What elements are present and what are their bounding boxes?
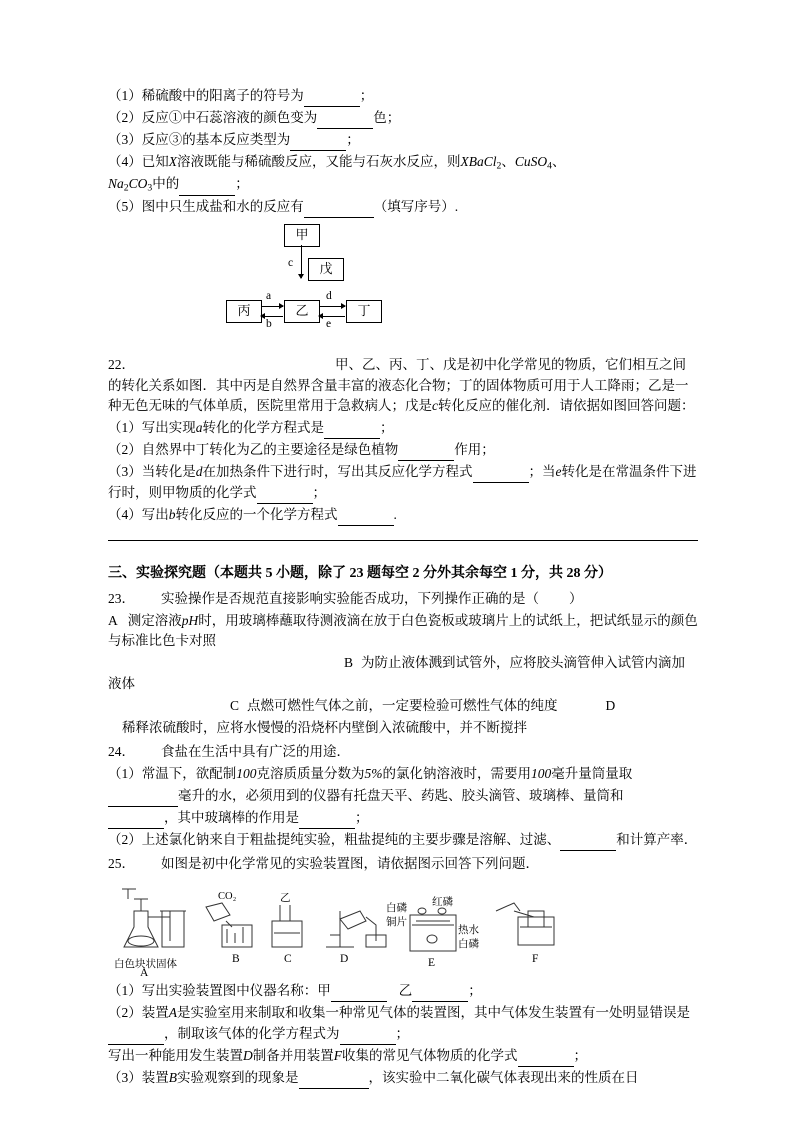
- variable-b: b: [168, 507, 176, 523]
- question-21-item-3: [108, 130, 698, 151]
- q22-4-end: .: [393, 507, 397, 523]
- q25-3-mid: 实验观察到的现象是: [177, 1070, 299, 1086]
- q25-2b-pre: 写出一种能用发生装置: [108, 1048, 243, 1064]
- q23-d-text: 稀释浓硫酸时，应将水慢慢的沿烧杯内壁倒入浓硫酸中，并不断搅拌: [122, 720, 527, 736]
- question-22-item-4: [108, 505, 698, 526]
- option-label-d: D: [605, 698, 616, 714]
- q25-2-end: ；: [395, 1026, 409, 1042]
- question-22-item-1: [108, 418, 698, 439]
- variable-d: d: [195, 464, 203, 480]
- q21-4-prefix: （4）已知: [108, 153, 169, 169]
- q25-2-mid: 是实验室用来制取和收集一种常见气体的装置图，其中气体发生装置有一处明显错误是: [177, 1004, 690, 1020]
- answer-blank[interactable]: [473, 469, 529, 483]
- diagram-box-ding: 丁: [346, 300, 382, 323]
- q23-a-text: 时，用玻璃棒蘸取待测液滴在放于白色瓷板或玻璃片上的试纸上，把试纸显示的颜色与标准比色卡对照: [108, 612, 698, 649]
- apparatus-letter-d: D: [340, 952, 349, 965]
- q24-1-m2: 的氯化钠溶液时，需要用: [382, 766, 531, 782]
- device-letter-d: D: [243, 1048, 253, 1064]
- q22-1-pre: （1）写出实现: [108, 420, 196, 436]
- arrow-bing-to-yi: [261, 306, 283, 307]
- arrow-ding-to-yi: [319, 316, 345, 317]
- q23-stem-end: ）: [569, 590, 583, 606]
- q21-1-suffix: ；: [359, 88, 374, 103]
- device-letter-b: B: [168, 1070, 177, 1086]
- question-21-item-4: （4）已知X溶液既能与稀硫酸反应，又能与石灰水反应，则XBaCl$_2$、CuSO$_4$、: [108, 153, 566, 172]
- diagram-box-bing: 丙: [226, 300, 262, 323]
- arrow-yi-to-ding: [319, 306, 345, 307]
- q25-2-pre: （2）装置: [108, 1004, 169, 1020]
- question-24-item-1: [108, 764, 698, 785]
- option-label-c: C: [230, 698, 240, 714]
- q23-c-text: 点燃可燃性气体之前，一定要检验可燃性气体的纯度: [247, 698, 558, 714]
- q25-2b-end: ；: [573, 1048, 587, 1064]
- q21-5-text: （5）图中只生成盐和水的反应有: [108, 198, 304, 214]
- answer-blank[interactable]: [108, 1032, 164, 1046]
- q23-stem-text: 实验操作是否规范直接影响实验能否成功，下列操作正确的是（: [161, 590, 539, 606]
- q25-2b-mid: 制备并用装置: [252, 1048, 334, 1064]
- q22-3-mid2: ；当: [528, 464, 556, 480]
- answer-blank[interactable]: [412, 988, 468, 1002]
- q25-3-pre: （3）装置: [108, 1070, 169, 1086]
- question-21-item-5: [108, 197, 698, 218]
- q22-3-pre: （3）当转化是: [108, 464, 196, 480]
- question-24-item-2: [108, 830, 698, 851]
- diagram-label-d: d: [326, 289, 332, 302]
- device-letter-a: A: [168, 1004, 177, 1020]
- document-content: [108, 86, 698, 1090]
- label-hot-water: 热水: [458, 924, 479, 936]
- arrow-yi-to-bing: [261, 316, 283, 317]
- conversion-flow-diagram: [188, 224, 488, 352]
- answer-blank[interactable]: [340, 1032, 396, 1046]
- answer-blank[interactable]: [324, 425, 380, 439]
- q25-2b-mid2: 收集的常见气体物质的化学式: [342, 1048, 518, 1064]
- diagram-label-a: a: [266, 289, 272, 302]
- q23-b-text: 为防止液体溅到试管外，应将胶头滴管伸入试管内滴加液体: [108, 655, 686, 692]
- formula-cuso4: CuSO$_4$: [514, 153, 552, 172]
- answer-blank[interactable]: [179, 182, 235, 196]
- q24-1-end: ；: [355, 809, 369, 825]
- value-100ml: 100: [531, 766, 552, 782]
- device-letter-f: F: [333, 1048, 342, 1064]
- question-23-option-b[interactable]: [108, 653, 698, 695]
- question-25-item-2: [108, 1003, 698, 1024]
- answer-blank[interactable]: [331, 988, 387, 1002]
- formula-bacl2: BaCl$_2$: [468, 153, 502, 172]
- q25-stem-text: 如图是初中化学常见的实验装置图，请依据图示回答下列问题．: [161, 855, 539, 871]
- diagram-box-wu: 戊: [308, 258, 344, 281]
- q25-1-pre: （1）写出实验装置图中仪器名称：甲: [108, 982, 331, 998]
- apparatus-letter-b: B: [232, 952, 240, 965]
- q21-4-mid: 溶液既能与稀硫酸反应，又能与石灰水反应，则: [177, 153, 461, 169]
- q25-2-mid2: ，制取该气体的化学方程式为: [164, 1026, 340, 1042]
- diagram-label-b: b: [266, 317, 272, 330]
- label-copper-plate: 铜片: [386, 916, 407, 928]
- label-yi: 乙: [280, 892, 291, 904]
- q21-2-text: （2）反应①中石蕊溶液的颜色变为: [108, 109, 318, 125]
- q24-1-m1: 克溶质质量分数为: [256, 766, 365, 782]
- q24-1-m3: 毫升量筒量取: [551, 766, 633, 782]
- q24-stem-text: 食盐在生活中具有广泛的用途．: [161, 744, 350, 760]
- formula-na2co3: $Na_2CO_3$: [108, 176, 153, 194]
- q25-number: 25．: [108, 855, 135, 871]
- q22-1-mid: 转化的化学方程式是: [202, 420, 324, 436]
- answer-blank[interactable]: [290, 137, 346, 151]
- q24-2-text: （2）上述氯化钠来自于粗盐提纯实验，粗盐提纯的主要步骤是溶解、过滤、: [108, 831, 561, 847]
- question-22-item-3: [108, 462, 698, 504]
- question-25-item-3: [108, 1068, 698, 1089]
- q24-1-m5: ，其中玻璃棒的作用是: [164, 809, 299, 825]
- question-23-option-c[interactable]: [108, 696, 698, 717]
- apparatus-letter-a: A: [140, 966, 149, 979]
- label-white-solid: 白色块状固体: [114, 958, 177, 970]
- variable-x: X: [460, 153, 469, 169]
- question-21-item-4-cont: [108, 174, 698, 195]
- question-21-item-1: [108, 86, 698, 107]
- question-23-option-a[interactable]: [108, 611, 698, 653]
- q22-3-mid: 在加热条件下进行时，写出其反应化学方程式: [202, 464, 473, 480]
- apparatus-letter-e: E: [428, 956, 436, 969]
- q21-4-semicolon: ；: [235, 176, 249, 192]
- q22-2-end: 作用；: [454, 442, 495, 458]
- q22-number: 22．: [108, 356, 135, 372]
- variable-x: X: [168, 153, 177, 169]
- q25-1-end: ；: [468, 982, 482, 998]
- q22-3-mid3: 转化是在常温条件下进行时，则甲物质的化学式: [108, 464, 697, 501]
- question-25-item-2b: [108, 1046, 698, 1067]
- apparatus-svg: [114, 881, 584, 973]
- value-5pct: 5%: [364, 766, 383, 782]
- label-co2: CO₂: [218, 890, 237, 902]
- label-white-phosphorus-2: 白磷: [458, 938, 479, 950]
- answer-blank[interactable]: [560, 837, 616, 851]
- question-21-item-2: [108, 108, 698, 129]
- label-white-phosphorus: 白磷: [386, 902, 407, 914]
- question-24-item-1-cont: [108, 786, 698, 807]
- q23-number: 23．: [108, 590, 135, 606]
- question-23-stem: [108, 589, 698, 610]
- question-23-option-d[interactable]: [108, 718, 698, 739]
- variable-e: e: [555, 464, 562, 480]
- q25-3-mid2: ，该实验中二氧化碳气体表现出来的性质在日: [368, 1070, 639, 1086]
- answer-blank[interactable]: [338, 512, 394, 526]
- q22-1-end: ；: [380, 420, 394, 436]
- q21-3-text: （3）反应③的基本反应类型为: [108, 131, 291, 147]
- option-label-a: A: [108, 612, 118, 628]
- q23-a-pre: 测定溶液: [127, 612, 182, 628]
- q24-number: 24．: [108, 744, 135, 760]
- q21-5-suffix: （填写序号）.: [373, 198, 459, 214]
- q22-4-pre: （4）写出: [108, 507, 169, 523]
- q24-2-end: 和计算产率．: [616, 831, 698, 847]
- arrow-jia-to-yi: [301, 245, 302, 278]
- question-24-item-1-cont2: [108, 808, 698, 829]
- section-3-heading: 三、实验探究题（本题共 5 小题，除了 23 题每空 2 分外其余每空 1 分，共 28 分）: [108, 565, 612, 581]
- question-22-item-2: [108, 440, 698, 461]
- q21-2-suffix: 色；: [373, 109, 401, 125]
- diagram-label-c: c: [288, 256, 294, 269]
- answer-blank[interactable]: [299, 815, 355, 829]
- q22-4-mid: 转化反应的一个化学方程式: [175, 507, 338, 523]
- variable-a: a: [195, 420, 203, 436]
- answer-blank[interactable]: [518, 1054, 574, 1068]
- q25-1-mid: 乙: [398, 982, 413, 998]
- q22-2-text: （2）自然界中丁转化为乙的主要途径是绿色植物: [108, 442, 399, 458]
- q22-3-end: ；: [312, 485, 326, 501]
- question-24-stem: [108, 742, 698, 763]
- answer-blank[interactable]: [108, 815, 164, 829]
- q21-1-text: （1）稀硫酸中的阳离子的符号为: [108, 88, 304, 103]
- answer-blank[interactable]: [398, 447, 454, 461]
- ph-symbol: pH: [181, 612, 199, 628]
- value-100g: 100: [236, 766, 257, 782]
- question-25-item-2-cont: [108, 1024, 698, 1045]
- answer-blank[interactable]: [299, 1075, 369, 1089]
- label-red-phosphorus: 红磷: [432, 896, 453, 908]
- option-label-b: B: [344, 655, 354, 671]
- apparatus-letter-c: C: [284, 952, 292, 965]
- q22-stem-text2: 转化反应的催化剂．请依据如图回答问题：: [438, 398, 695, 414]
- answer-blank[interactable]: [257, 490, 313, 504]
- variable-c: c: [432, 398, 438, 414]
- answer-blank[interactable]: [317, 115, 373, 129]
- q22-stem-text: 甲、乙、丙、丁、戊是初中化学常见的物质，它们相互之间的转化关系如图．其中丙是自然界含量丰富的液态化合物；丁的固体物质可用于人工降雨；乙是一种无色无味的气体单质，医院里常用于急救病人；戊是: [108, 356, 689, 414]
- section-divider: [108, 540, 698, 541]
- q21-3-suffix: ；: [346, 131, 360, 147]
- diagram-box-jia: 甲: [284, 224, 320, 247]
- answer-blank[interactable]: [108, 793, 178, 807]
- answer-blank[interactable]: [304, 204, 374, 218]
- answer-blank[interactable]: [304, 93, 360, 107]
- q21-4-end: 中的: [152, 176, 180, 192]
- apparatus-letter-f: F: [532, 952, 539, 965]
- question-25-stem: [108, 854, 698, 875]
- apparatus-diagram: [114, 881, 584, 979]
- diagram-label-e: e: [326, 317, 332, 330]
- q24-1-pre: （1）常温下，欲配制: [108, 766, 237, 782]
- question-25-item-1: [108, 981, 698, 1002]
- q24-1-m4: 毫升的水，必须用到的仪器有托盘天平、药匙、胶头滴管、玻璃棒、量筒和: [178, 787, 624, 803]
- question-22-stem: [108, 355, 698, 418]
- diagram-box-yi: 乙: [284, 300, 320, 323]
